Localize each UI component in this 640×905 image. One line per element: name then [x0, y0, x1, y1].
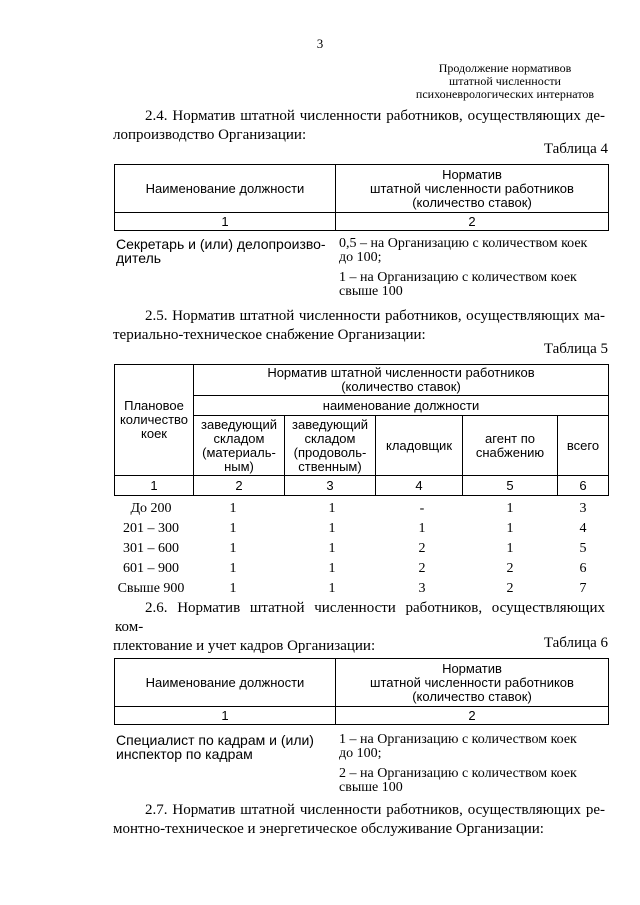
table-cell: 301 – 600	[123, 541, 179, 556]
table-6-norm-a	[339, 733, 577, 761]
column-number: 2	[194, 476, 285, 496]
table-cell: 1	[229, 541, 237, 556]
table-4-caption: Таблица 4	[543, 141, 608, 157]
column-header	[194, 416, 285, 476]
table-cell: 201 – 300	[123, 521, 179, 536]
column-header	[336, 165, 609, 213]
table-cell: 1	[229, 581, 237, 596]
column-number: 1	[115, 476, 194, 496]
header-line: коек	[141, 426, 167, 441]
header-line: ным)	[224, 458, 254, 474]
section-2-7-text	[115, 801, 605, 839]
table-cell: 1	[506, 521, 514, 536]
table-cell: 1	[328, 521, 336, 536]
table-5-caption: Таблица 5	[543, 341, 608, 357]
running-header-line: штатной численности	[449, 74, 561, 88]
header-line: агент по	[485, 430, 535, 446]
paragraph-line: монтно-техническое и энергетическое обслуживание Организации:	[113, 821, 544, 837]
table-6-position	[116, 733, 314, 761]
table-cell: Свыше 900	[117, 581, 185, 596]
table-cell: 5	[579, 541, 587, 556]
column-header	[463, 416, 558, 476]
header-line: всего	[566, 437, 600, 453]
table-cell: 4	[579, 521, 587, 536]
column-number: 1	[115, 213, 336, 231]
header-line: ственным)	[298, 458, 362, 474]
table-6-caption: Таблица 6	[543, 635, 608, 651]
header-line: (количество ставок)	[412, 688, 532, 704]
column-header-positions: наименование должности	[194, 396, 609, 416]
table-cell: 6	[579, 561, 587, 576]
column-header	[376, 416, 463, 476]
header-line: Норматив	[442, 166, 502, 182]
column-header-beds	[115, 365, 194, 476]
table-cell: 7	[579, 581, 587, 596]
header-line: Норматив	[442, 660, 502, 676]
table-6-norm-b	[339, 767, 577, 795]
table-row	[114, 519, 609, 539]
table-cell: -	[419, 501, 425, 516]
cell-line: инспектор по кадрам	[116, 746, 253, 762]
column-header: Наименование должности	[115, 659, 336, 707]
cell-line: свыше 100	[339, 284, 403, 299]
table-cell: 3	[418, 581, 426, 596]
table-4-header	[114, 164, 609, 231]
section-2-5-text	[115, 307, 605, 345]
table-row	[114, 559, 609, 579]
header-line: заведующий	[201, 416, 277, 432]
table-cell: 601 – 900	[123, 561, 179, 576]
page-number: 3	[316, 36, 324, 51]
header-line: складом	[213, 430, 265, 446]
table-cell: 1	[229, 521, 237, 536]
table-4-position	[116, 237, 326, 265]
table-cell: 1	[418, 521, 426, 536]
column-header: Наименование должности	[115, 165, 336, 213]
table-cell: 2	[418, 561, 426, 576]
paragraph-line: 2.5. Норматив штатной численности работников, осуществляющих ма-	[145, 308, 605, 324]
running-header-line: Продолжение нормативов	[438, 61, 572, 75]
header-line: заведующий	[292, 416, 368, 432]
column-header-norm	[194, 365, 609, 396]
column-number: 2	[336, 707, 609, 725]
table-cell: 1	[229, 501, 237, 516]
header-line: количество	[119, 412, 189, 427]
table-4-norm-a	[339, 237, 587, 265]
table-row	[114, 539, 609, 559]
column-header	[336, 659, 609, 707]
paragraph-line: териально-техническое снабжение Организации:	[113, 327, 426, 343]
table-6-header	[114, 658, 609, 725]
header-line: (количество ставок)	[412, 194, 532, 210]
table-cell: 3	[579, 501, 587, 516]
running-header	[380, 62, 630, 101]
table-cell: 1	[229, 561, 237, 576]
column-number: 6	[558, 476, 609, 496]
paragraph-line: 2.4. Норматив штатной численности работников, осуществляющих де-	[145, 108, 605, 124]
cell-line: до 100;	[339, 746, 382, 761]
header-line: (продоволь-	[293, 444, 367, 460]
header-line: снабжению	[475, 444, 545, 460]
cell-line: свыше 100	[339, 780, 403, 795]
table-cell: 1	[328, 581, 336, 596]
cell-line: Секретарь и (или) делопроизво-	[116, 236, 326, 252]
table-cell: 1	[328, 501, 336, 516]
cell-line: 0,5 – на Организацию с количеством коек	[339, 236, 588, 251]
column-number: 2	[336, 213, 609, 231]
header-line: Норматив штатной численности работников	[267, 365, 535, 380]
table-cell: До 200	[130, 501, 172, 516]
cell-line: 2 – на Организацию с количеством коек	[339, 766, 577, 781]
column-header	[558, 416, 609, 476]
cell-line: 1 – на Организацию с количеством коек	[339, 270, 577, 285]
cell-line: 1 – на Организацию с количеством коек	[339, 732, 577, 747]
header-line: кладовщик	[385, 437, 452, 453]
paragraph-line: плектование и учет кадров Организации:	[113, 638, 376, 654]
table-row	[114, 499, 609, 519]
cell-line: Специалист по кадрам и (или)	[116, 732, 314, 748]
header-line: Плановое	[124, 398, 184, 413]
header-line: штатной численности работников	[370, 674, 574, 690]
table-cell: 2	[506, 581, 514, 596]
table-5-header	[114, 364, 609, 496]
column-number: 4	[376, 476, 463, 496]
header-line: (количество ставок)	[341, 379, 461, 394]
paragraph-line: лопроизводство Организации:	[113, 127, 307, 143]
running-header-line: психоневрологических интернатов	[415, 87, 595, 101]
column-number: 1	[115, 707, 336, 725]
header-line: складом	[304, 430, 356, 446]
section-2-4-text	[115, 107, 605, 145]
table-row	[114, 579, 609, 599]
cell-line: до 100;	[339, 250, 382, 265]
paragraph-line: 2.6. Норматив штатной численности работников, осуществляющих ком-	[115, 600, 605, 635]
section-2-6-text	[115, 599, 605, 656]
cell-line: дитель	[116, 250, 162, 266]
column-number: 5	[463, 476, 558, 496]
table-cell: 1	[506, 541, 514, 556]
table-cell: 1	[328, 541, 336, 556]
table-cell: 1	[506, 501, 514, 516]
column-number: 3	[285, 476, 376, 496]
table-cell: 2	[506, 561, 514, 576]
header-line: (материаль-	[202, 444, 276, 460]
paragraph-line: 2.7. Норматив штатной численности работников, осуществляющих ре-	[145, 802, 605, 818]
table-4-norm-b	[339, 271, 577, 299]
column-header	[285, 416, 376, 476]
header-line: штатной численности работников	[370, 180, 574, 196]
table-cell: 2	[418, 541, 426, 556]
table-cell: 1	[328, 561, 336, 576]
